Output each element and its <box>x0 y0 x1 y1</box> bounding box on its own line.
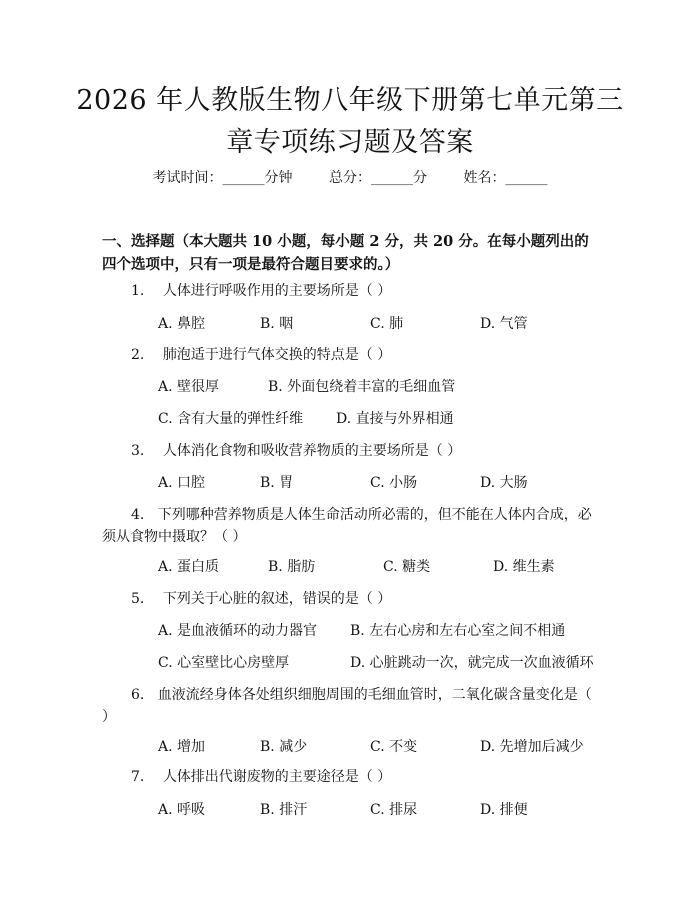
question-7 <box>131 767 391 787</box>
option-d: D. 先增加后减少 <box>480 739 584 755</box>
question-text: 人体排出代谢废物的主要途径是（ ） <box>162 769 392 785</box>
option-a: A. 增加 <box>158 739 206 755</box>
title-line-1: 2026 年人教版生物八年级下册第七单元第三 <box>76 85 624 116</box>
option-a: A. 是血液循环的动力器官 <box>158 623 318 639</box>
option-a: A. 鼻腔 <box>158 316 206 332</box>
question-text: 肺泡适于进行气体交换的特点是（ ） <box>162 347 392 363</box>
question-2 <box>131 345 391 365</box>
option-d: D. 排便 <box>480 802 528 818</box>
question-number: 1. <box>131 283 145 299</box>
option-c: C. 肺 <box>370 316 404 332</box>
option-d: D. 心脏跳动一次，就完成一次血液循环 <box>350 655 594 671</box>
option-d: D. 气管 <box>480 316 528 332</box>
title-line-2: 章专项练习题及答案 <box>226 127 474 158</box>
option-b: B. 脂肪 <box>268 559 316 575</box>
option-c: C. 糖类 <box>383 559 431 575</box>
option-c: C. 心室壁比心房壁厚 <box>158 655 290 671</box>
option-d: D. 大肠 <box>480 475 528 491</box>
option-a: A. 蛋白质 <box>158 559 220 575</box>
option-a: A. 壁很厚 <box>158 379 220 395</box>
question-4: 4. 下列哪种营养物质是人体生命活动所必需的，但不能在人体内合成，必须从食物中摄取？（ ） <box>102 507 592 545</box>
page-title <box>0 80 700 164</box>
question-3 <box>131 441 461 461</box>
option-a: A. 呼吸 <box>158 802 206 818</box>
exam-info <box>0 168 700 188</box>
exam-score: 总分：______分 <box>329 170 427 186</box>
option-a: A. 口腔 <box>158 475 206 491</box>
option-b: B. 减少 <box>260 739 308 755</box>
option-b: B. 胃 <box>260 475 294 491</box>
question-1 <box>131 281 391 301</box>
section-heading: 一、选择题（本大题共 10 小题，每小题 2 分，共 20 分。在每小题列出的四个选项中，只有一项是最符合题目要求的。） <box>102 233 589 273</box>
option-d: D. 维生素 <box>493 559 555 575</box>
option-c: C. 含有大量的弹性纤维 <box>158 411 304 427</box>
option-c: C. 排尿 <box>370 802 418 818</box>
question-number: 7. <box>131 769 145 785</box>
question-text: 下列关于心脏的叙述，错误的是（ ） <box>162 591 392 607</box>
option-b: B. 咽 <box>260 316 294 332</box>
option-c: C. 小肠 <box>370 475 418 491</box>
option-d: D. 直接与外界相通 <box>336 411 454 427</box>
option-b: B. 左右心房和左右心室之间不相通 <box>350 623 566 639</box>
option-b: B. 排汗 <box>260 802 308 818</box>
option-b: B. 外面包绕着丰富的毛细血管 <box>268 379 456 395</box>
question-text: 人体进行呼吸作用的主要场所是（ ） <box>162 283 392 299</box>
exam-time: 考试时间：______分钟 <box>152 170 293 186</box>
question-number: 5. <box>131 591 145 607</box>
question-5 <box>131 589 391 609</box>
student-name: 姓名：______ <box>463 170 548 186</box>
question-6: 6. 血液流经身体各处组织细胞周围的毛细血管时，二氧化碳含量变化是（ ） <box>102 687 592 725</box>
question-number: 2. <box>131 347 145 363</box>
question-text: 人体消化食物和吸收营养物质的主要场所是（ ） <box>162 443 462 459</box>
question-number: 3. <box>131 443 145 459</box>
option-c: C. 不变 <box>370 739 418 755</box>
